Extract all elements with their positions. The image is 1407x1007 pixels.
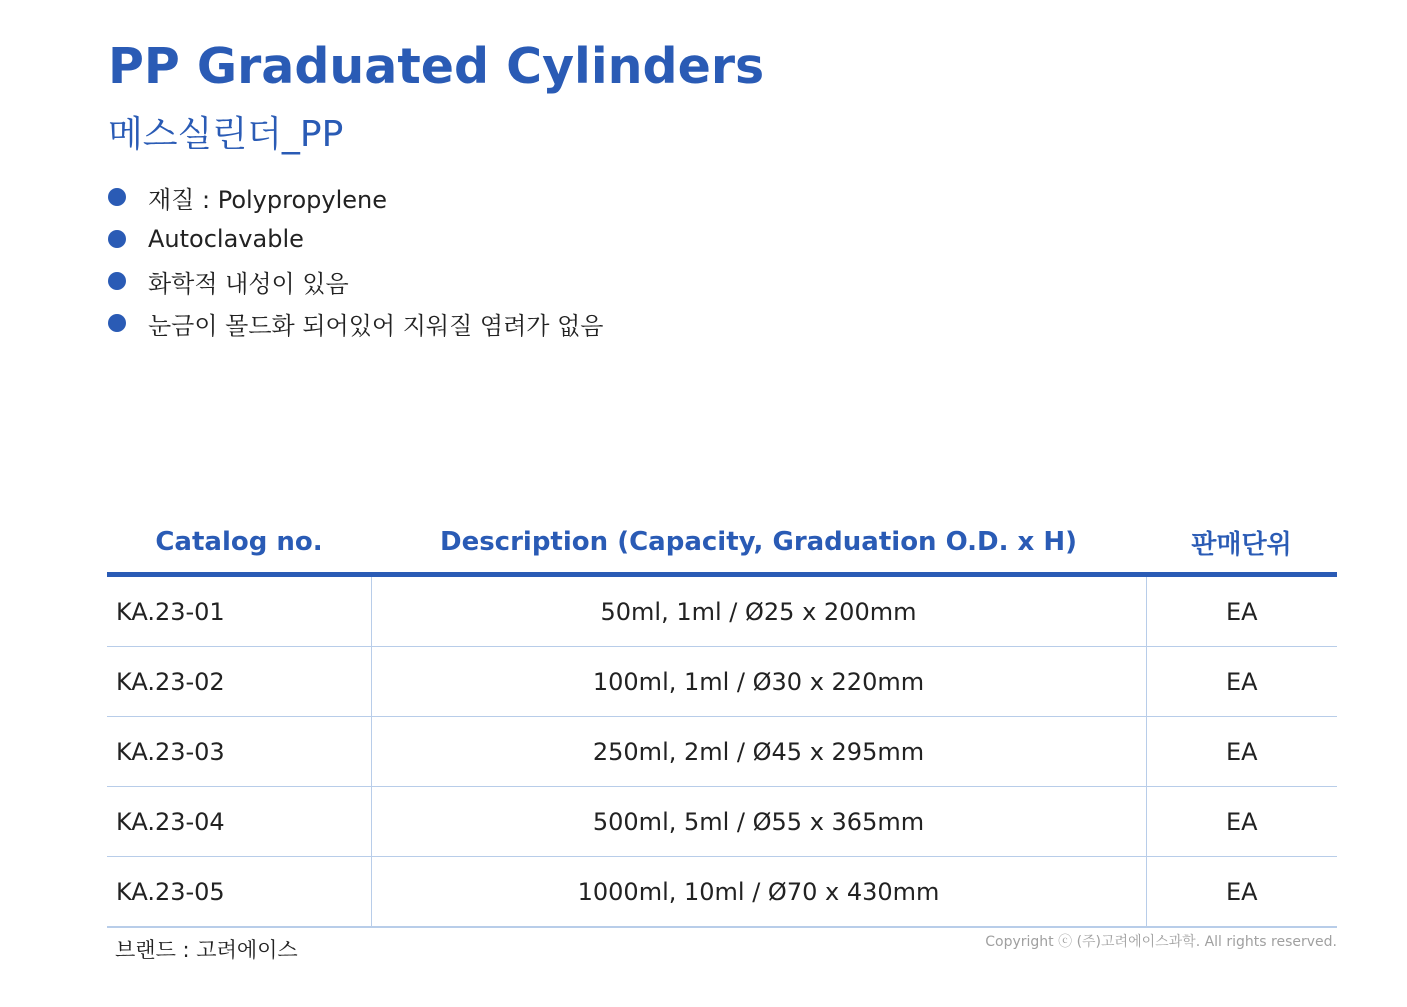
table-row bbox=[107, 717, 1337, 787]
feature-item bbox=[108, 302, 603, 344]
header-description: Description (Capacity, Graduation O.D. x H) bbox=[371, 512, 1146, 575]
catalog-cell: KA.23-03 bbox=[107, 717, 371, 787]
table-header-row bbox=[107, 512, 1337, 575]
description-cell: 50ml, 1ml / Ø25 x 200mm bbox=[371, 575, 1146, 647]
unit-cell: EA bbox=[1146, 717, 1337, 787]
table-row bbox=[107, 575, 1337, 647]
feature-item bbox=[108, 260, 603, 302]
bullet-icon bbox=[108, 230, 126, 248]
description-cell: 500ml, 5ml / Ø55 x 365mm bbox=[371, 787, 1146, 857]
description-cell: 1000ml, 10ml / Ø70 x 430mm bbox=[371, 857, 1146, 928]
catalog-cell: KA.23-02 bbox=[107, 647, 371, 717]
feature-item bbox=[108, 176, 603, 218]
feature-text: 재질 : Polypropylene bbox=[148, 185, 387, 214]
product-table-container bbox=[107, 512, 1337, 928]
header-catalog: Catalog no. bbox=[107, 512, 371, 575]
page-title: PP Graduated Cylinders bbox=[108, 38, 765, 95]
table-row bbox=[107, 787, 1337, 857]
page-subtitle: 메스실린더_PP bbox=[108, 114, 344, 155]
description-cell: 100ml, 1ml / Ø30 x 220mm bbox=[371, 647, 1146, 717]
bullet-icon bbox=[108, 188, 126, 206]
unit-cell: EA bbox=[1146, 787, 1337, 857]
feature-item bbox=[108, 218, 603, 260]
feature-text: Autoclavable bbox=[148, 225, 304, 253]
table-row bbox=[107, 857, 1337, 928]
copyright-notice: Copyright ⓒ (주)고려에이스과학. All rights reserved. bbox=[985, 934, 1337, 950]
header-unit: 판매단위 bbox=[1146, 512, 1337, 575]
feature-text: 눈금이 몰드화 되어있어 지워질 염려가 없음 bbox=[148, 311, 604, 340]
brand-label: 브랜드 : 고려에이스 bbox=[115, 938, 298, 962]
unit-cell: EA bbox=[1146, 857, 1337, 928]
table-row bbox=[107, 647, 1337, 717]
unit-cell: EA bbox=[1146, 575, 1337, 647]
feature-text: 화학적 내성이 있음 bbox=[148, 269, 349, 298]
description-cell: 250ml, 2ml / Ø45 x 295mm bbox=[371, 717, 1146, 787]
bullet-icon bbox=[108, 314, 126, 332]
catalog-cell: KA.23-01 bbox=[107, 575, 371, 647]
product-table bbox=[107, 512, 1337, 928]
catalog-cell: KA.23-04 bbox=[107, 787, 371, 857]
catalog-cell: KA.23-05 bbox=[107, 857, 371, 928]
bullet-icon bbox=[108, 272, 126, 290]
unit-cell: EA bbox=[1146, 647, 1337, 717]
feature-list bbox=[108, 176, 603, 344]
